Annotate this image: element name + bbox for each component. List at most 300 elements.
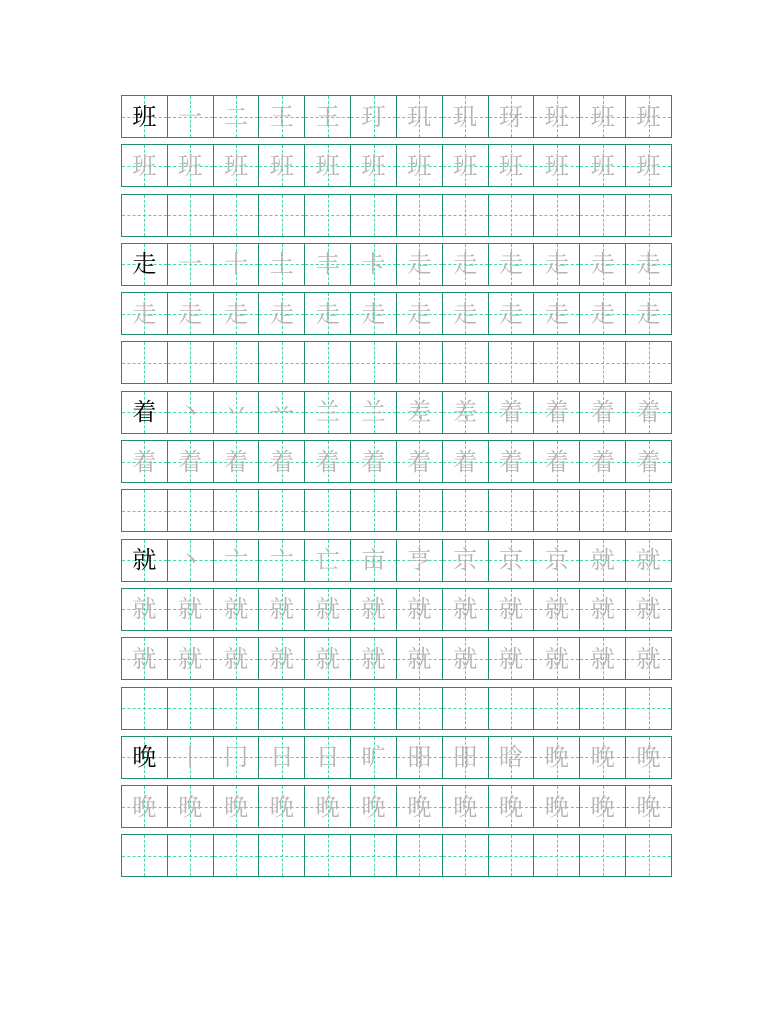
blank-writing-cell[interactable] <box>442 195 488 236</box>
trace-cell <box>488 244 534 285</box>
trace-character: 就 <box>315 644 340 673</box>
model-character-cell <box>122 96 167 137</box>
trace-character: 着 <box>361 447 386 476</box>
trace-cell <box>442 441 488 482</box>
trace-cell <box>625 145 671 186</box>
trace-cell <box>396 392 442 433</box>
trace-character: 亠 <box>224 546 249 575</box>
trace-cell <box>213 392 259 433</box>
trace-character: 就 <box>590 644 615 673</box>
trace-character: 就 <box>453 644 478 673</box>
trace-cell <box>533 589 579 630</box>
trace-character: 走 <box>178 299 203 328</box>
trace-cell <box>442 638 488 679</box>
blank-writing-cell[interactable] <box>167 490 213 531</box>
trace-character: 走 <box>636 299 661 328</box>
trace-cell <box>579 96 625 137</box>
trace-cell <box>167 392 213 433</box>
trace-cell <box>213 145 259 186</box>
blank-writing-cell[interactable] <box>396 342 442 383</box>
trace-cell <box>625 786 671 827</box>
trace-cell <box>213 737 259 778</box>
trace-character: 晚 <box>544 743 569 772</box>
trace-cell <box>213 786 259 827</box>
trace-character: 走 <box>590 250 615 279</box>
trace-cell <box>350 145 396 186</box>
trace-character: 走 <box>132 299 157 328</box>
trace-cell <box>396 540 442 581</box>
trace-cell <box>350 441 396 482</box>
stroke-order-row <box>121 539 672 582</box>
trace-character: 就 <box>269 595 294 624</box>
trace-cell <box>625 441 671 482</box>
blank-writing-cell[interactable] <box>258 195 304 236</box>
blank-writing-cell[interactable] <box>396 835 442 876</box>
trace-character: 冂 <box>224 743 249 772</box>
trace-cell <box>396 441 442 482</box>
trace-character: 着 <box>224 447 249 476</box>
trace-cell <box>488 786 534 827</box>
trace-character: 班 <box>407 151 432 180</box>
stroke-order-row <box>121 391 672 434</box>
model-character-cell <box>122 540 167 581</box>
blank-writing-cell[interactable] <box>122 835 167 876</box>
trace-character: 亡 <box>315 546 340 575</box>
blank-writing-cell[interactable] <box>396 195 442 236</box>
trace-cell <box>533 392 579 433</box>
trace-cell <box>533 244 579 285</box>
trace-cell <box>488 441 534 482</box>
trace-character: 晚 <box>453 792 478 821</box>
trace-cell <box>579 540 625 581</box>
trace-character: 着 <box>269 447 294 476</box>
trace-cell <box>167 540 213 581</box>
trace-cell <box>533 786 579 827</box>
trace-cell <box>396 786 442 827</box>
tracing-row <box>121 785 672 828</box>
blank-writing-cell[interactable] <box>625 688 671 729</box>
trace-character: 走 <box>269 299 294 328</box>
trace-character: 走 <box>453 299 478 328</box>
blank-writing-cell[interactable] <box>533 688 579 729</box>
blank-writing-cell[interactable] <box>579 835 625 876</box>
trace-character: 着 <box>499 398 524 427</box>
trace-cell <box>625 589 671 630</box>
trace-character: 走 <box>544 299 569 328</box>
model-character-cell <box>122 737 167 778</box>
trace-character: 着 <box>636 398 661 427</box>
trace-cell <box>122 293 167 334</box>
model-character: 走 <box>132 250 157 279</box>
trace-cell <box>213 638 259 679</box>
blank-writing-cell[interactable] <box>304 342 350 383</box>
trace-character: 日 <box>315 743 340 772</box>
model-character: 晚 <box>132 743 157 772</box>
trace-cell <box>350 392 396 433</box>
trace-character: 就 <box>361 595 386 624</box>
trace-character: 兰 <box>361 398 386 427</box>
trace-cell <box>533 293 579 334</box>
blank-writing-cell[interactable] <box>258 490 304 531</box>
blank-writing-cell[interactable] <box>442 835 488 876</box>
trace-character: 着 <box>453 447 478 476</box>
trace-character: 亨 <box>407 546 432 575</box>
trace-cell <box>258 540 304 581</box>
blank-writing-cell[interactable] <box>488 688 534 729</box>
blank-writing-cell[interactable] <box>213 195 259 236</box>
trace-cell <box>167 244 213 285</box>
blank-writing-cell[interactable] <box>533 195 579 236</box>
blank-writing-cell[interactable] <box>122 195 167 236</box>
trace-cell <box>122 786 167 827</box>
trace-character: 䒑 <box>269 398 294 427</box>
blank-writing-cell[interactable] <box>442 342 488 383</box>
trace-cell <box>625 293 671 334</box>
trace-cell <box>213 244 259 285</box>
trace-character: 京 <box>453 546 478 575</box>
trace-cell <box>579 589 625 630</box>
trace-cell <box>258 244 304 285</box>
trace-cell <box>167 441 213 482</box>
trace-cell <box>442 96 488 137</box>
trace-cell <box>122 638 167 679</box>
trace-character: 走 <box>544 250 569 279</box>
model-character-cell <box>122 244 167 285</box>
trace-character: 着 <box>636 447 661 476</box>
blank-writing-cell[interactable] <box>579 342 625 383</box>
trace-cell <box>579 786 625 827</box>
trace-character: 丰 <box>315 250 340 279</box>
blank-writing-cell[interactable] <box>396 490 442 531</box>
trace-character: 走 <box>407 299 432 328</box>
trace-character: 班 <box>544 151 569 180</box>
trace-cell <box>488 737 534 778</box>
blank-writing-cell[interactable] <box>350 490 396 531</box>
trace-character: 一 <box>178 102 203 131</box>
trace-character: 就 <box>269 644 294 673</box>
blank-writing-cell[interactable] <box>304 195 350 236</box>
blank-practice-row <box>121 489 672 532</box>
blank-practice-row <box>121 194 672 237</box>
trace-character: 晚 <box>544 792 569 821</box>
blank-writing-cell[interactable] <box>625 835 671 876</box>
blank-writing-cell[interactable] <box>442 490 488 531</box>
trace-character: 走 <box>590 299 615 328</box>
trace-cell <box>350 293 396 334</box>
blank-writing-cell[interactable] <box>213 688 259 729</box>
blank-writing-cell[interactable] <box>213 490 259 531</box>
trace-cell <box>167 96 213 137</box>
trace-cell <box>533 737 579 778</box>
blank-writing-cell[interactable] <box>533 490 579 531</box>
trace-character: 着 <box>178 447 203 476</box>
trace-cell <box>167 638 213 679</box>
trace-character: 班 <box>224 151 249 180</box>
trace-character: 走 <box>499 250 524 279</box>
trace-character: 晚 <box>269 792 294 821</box>
blank-writing-cell[interactable] <box>442 688 488 729</box>
blank-writing-cell[interactable] <box>213 342 259 383</box>
trace-cell <box>625 540 671 581</box>
trace-character: 就 <box>178 595 203 624</box>
trace-cell <box>167 737 213 778</box>
trace-character: 玎 <box>361 102 386 131</box>
trace-character: 就 <box>178 644 203 673</box>
trace-character: 就 <box>224 644 249 673</box>
trace-character: 旷 <box>361 743 386 772</box>
trace-cell <box>258 638 304 679</box>
trace-cell <box>258 145 304 186</box>
trace-character: 走 <box>361 299 386 328</box>
trace-cell <box>533 441 579 482</box>
blank-writing-cell[interactable] <box>258 835 304 876</box>
trace-cell <box>213 441 259 482</box>
trace-character: 着 <box>590 447 615 476</box>
blank-writing-cell[interactable] <box>258 342 304 383</box>
trace-cell <box>396 96 442 137</box>
trace-character: 土 <box>269 250 294 279</box>
trace-character: 晚 <box>132 792 157 821</box>
blank-writing-cell[interactable] <box>122 688 167 729</box>
trace-character: 晚 <box>499 792 524 821</box>
trace-cell <box>625 244 671 285</box>
blank-writing-cell[interactable] <box>488 195 534 236</box>
blank-writing-cell[interactable] <box>396 688 442 729</box>
trace-cell <box>258 96 304 137</box>
trace-character: 丨 <box>178 743 203 772</box>
blank-writing-cell[interactable] <box>167 342 213 383</box>
stroke-order-row <box>121 243 672 286</box>
trace-character: 差 <box>453 398 478 427</box>
blank-practice-row <box>121 687 672 730</box>
trace-cell <box>579 244 625 285</box>
trace-cell <box>442 244 488 285</box>
trace-cell <box>488 589 534 630</box>
tracing-row <box>121 588 672 631</box>
trace-character: 丶 <box>178 546 203 575</box>
trace-character: 就 <box>590 595 615 624</box>
blank-writing-cell[interactable] <box>304 835 350 876</box>
trace-character: 日 <box>269 743 294 772</box>
trace-character: 走 <box>453 250 478 279</box>
blank-practice-row <box>121 341 672 384</box>
trace-character: 班 <box>499 151 524 180</box>
trace-cell <box>350 244 396 285</box>
model-character: 班 <box>132 102 157 131</box>
trace-cell <box>304 293 350 334</box>
trace-cell <box>350 96 396 137</box>
blank-writing-cell[interactable] <box>625 342 671 383</box>
trace-character: 着 <box>499 447 524 476</box>
blank-writing-cell[interactable] <box>350 835 396 876</box>
trace-character: 就 <box>361 644 386 673</box>
trace-character: 亩 <box>361 546 386 575</box>
trace-character: 着 <box>132 447 157 476</box>
trace-cell <box>167 145 213 186</box>
trace-cell <box>258 786 304 827</box>
trace-cell <box>167 293 213 334</box>
blank-writing-cell[interactable] <box>625 195 671 236</box>
trace-character: 二 <box>224 102 249 131</box>
trace-character: 就 <box>132 644 157 673</box>
blank-writing-cell[interactable] <box>579 195 625 236</box>
trace-cell <box>213 540 259 581</box>
trace-character: 王 <box>269 102 294 131</box>
trace-character: 就 <box>544 644 569 673</box>
trace-cell <box>488 638 534 679</box>
stroke-order-row <box>121 736 672 779</box>
blank-writing-cell[interactable] <box>579 688 625 729</box>
trace-cell <box>396 638 442 679</box>
trace-cell <box>442 392 488 433</box>
trace-character: 着 <box>315 447 340 476</box>
blank-writing-cell[interactable] <box>258 688 304 729</box>
trace-cell <box>213 293 259 334</box>
trace-cell <box>304 638 350 679</box>
model-character: 着 <box>132 398 157 427</box>
blank-writing-cell[interactable] <box>488 490 534 531</box>
trace-character: 玡 <box>499 102 524 131</box>
trace-character: 班 <box>132 151 157 180</box>
trace-cell <box>304 786 350 827</box>
trace-character: 着 <box>407 447 432 476</box>
trace-character: 就 <box>636 546 661 575</box>
trace-character: 就 <box>499 595 524 624</box>
trace-cell <box>350 786 396 827</box>
trace-cell <box>396 244 442 285</box>
trace-cell <box>442 145 488 186</box>
blank-writing-cell[interactable] <box>167 688 213 729</box>
tracing-row <box>121 292 672 335</box>
trace-character: 班 <box>269 151 294 180</box>
trace-cell <box>396 145 442 186</box>
blank-writing-cell[interactable] <box>533 835 579 876</box>
trace-character: 一 <box>178 250 203 279</box>
trace-cell <box>258 293 304 334</box>
trace-cell <box>122 441 167 482</box>
trace-cell <box>258 589 304 630</box>
blank-writing-cell[interactable] <box>488 342 534 383</box>
trace-cell <box>304 145 350 186</box>
trace-cell <box>488 293 534 334</box>
trace-character: 昍 <box>453 743 478 772</box>
trace-cell <box>304 392 350 433</box>
trace-cell <box>442 737 488 778</box>
trace-cell <box>488 392 534 433</box>
trace-cell <box>442 786 488 827</box>
trace-character: 十 <box>224 250 249 279</box>
trace-character: 走 <box>499 299 524 328</box>
trace-cell <box>396 589 442 630</box>
trace-cell <box>213 96 259 137</box>
trace-character: 着 <box>590 398 615 427</box>
trace-character: 就 <box>453 595 478 624</box>
blank-practice-row <box>121 834 672 877</box>
trace-cell <box>579 145 625 186</box>
trace-cell <box>579 392 625 433</box>
trace-character: 就 <box>590 546 615 575</box>
trace-cell <box>579 293 625 334</box>
trace-character: 就 <box>407 595 432 624</box>
blank-writing-cell[interactable] <box>350 688 396 729</box>
trace-character: 卡 <box>361 250 386 279</box>
trace-cell <box>442 540 488 581</box>
blank-writing-cell[interactable] <box>167 195 213 236</box>
trace-cell <box>579 441 625 482</box>
trace-cell <box>258 737 304 778</box>
trace-cell <box>304 737 350 778</box>
trace-cell <box>396 737 442 778</box>
trace-cell <box>533 540 579 581</box>
blank-writing-cell[interactable] <box>625 490 671 531</box>
trace-cell <box>258 392 304 433</box>
trace-character: 亠 <box>269 546 294 575</box>
trace-character: 就 <box>636 644 661 673</box>
trace-character: 差 <box>407 398 432 427</box>
trace-cell <box>533 96 579 137</box>
blank-writing-cell[interactable] <box>122 342 167 383</box>
trace-cell <box>167 786 213 827</box>
trace-cell <box>350 589 396 630</box>
trace-cell <box>350 638 396 679</box>
trace-cell <box>122 145 167 186</box>
trace-character: 兰 <box>315 398 340 427</box>
trace-character: 晚 <box>407 792 432 821</box>
blank-writing-cell[interactable] <box>350 342 396 383</box>
practice-sheet <box>121 95 672 884</box>
trace-character: 就 <box>544 595 569 624</box>
trace-cell <box>304 589 350 630</box>
trace-character: 班 <box>590 151 615 180</box>
blank-writing-cell[interactable] <box>304 688 350 729</box>
trace-character: 就 <box>315 595 340 624</box>
trace-character: 走 <box>224 299 249 328</box>
trace-character: 班 <box>636 151 661 180</box>
trace-cell <box>625 96 671 137</box>
trace-cell <box>304 96 350 137</box>
trace-character: 晚 <box>315 792 340 821</box>
blank-writing-cell[interactable] <box>167 835 213 876</box>
blank-writing-cell[interactable] <box>579 490 625 531</box>
trace-character: 王 <box>315 102 340 131</box>
blank-writing-cell[interactable] <box>533 342 579 383</box>
trace-character: 班 <box>178 151 203 180</box>
trace-cell <box>167 589 213 630</box>
trace-cell <box>533 145 579 186</box>
model-character-cell <box>122 392 167 433</box>
trace-character: 丷 <box>224 398 249 427</box>
blank-writing-cell[interactable] <box>304 490 350 531</box>
trace-character: 就 <box>499 644 524 673</box>
blank-writing-cell[interactable] <box>122 490 167 531</box>
model-character: 就 <box>132 546 157 575</box>
trace-cell <box>442 589 488 630</box>
trace-cell <box>122 589 167 630</box>
trace-cell <box>625 638 671 679</box>
blank-writing-cell[interactable] <box>488 835 534 876</box>
blank-writing-cell[interactable] <box>213 835 259 876</box>
trace-cell <box>213 589 259 630</box>
blank-writing-cell[interactable] <box>350 195 396 236</box>
trace-character: 玑 <box>453 102 478 131</box>
trace-character: 走 <box>315 299 340 328</box>
trace-character: 昍 <box>407 743 432 772</box>
trace-cell <box>625 392 671 433</box>
trace-cell <box>488 96 534 137</box>
trace-cell <box>625 737 671 778</box>
trace-character: 着 <box>544 398 569 427</box>
trace-character: 班 <box>453 151 478 180</box>
